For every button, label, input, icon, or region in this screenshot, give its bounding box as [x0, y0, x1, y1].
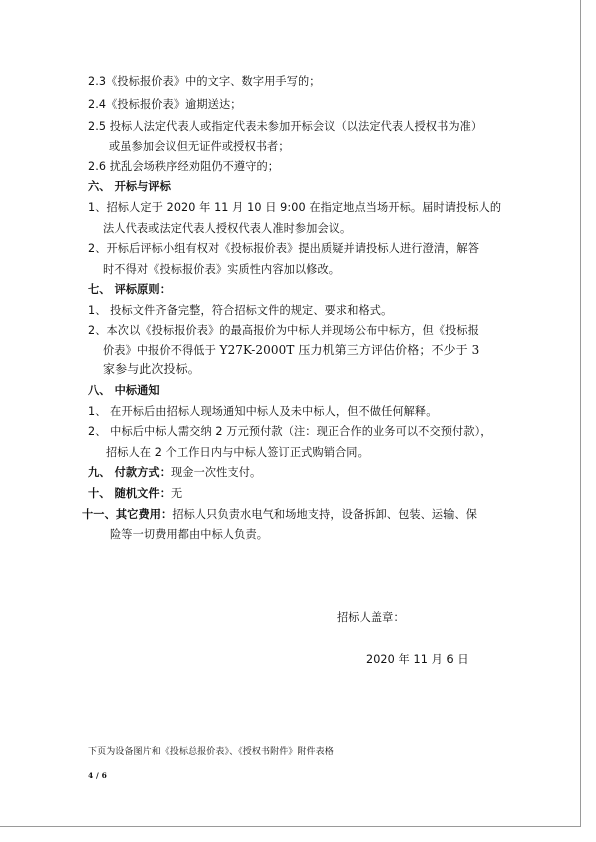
clause-2-5: 2.5 投标人法定代表人或指定代表未参加开标会议（以法定代表人授权书为准） [88, 120, 483, 133]
section-6-item-2: 2、开标后评标小组有权对《投标报价表》提出质疑并请投标人进行澄清，解答 [88, 242, 479, 255]
section-8-heading: 八、 中标通知 [88, 384, 160, 397]
section-8-item-1: 1、 在开标后由招标人现场通知中标人及未中标人，但不做任何解释。 [88, 405, 438, 418]
clause-2-5-cont: 或虽参加会议但无证件或授权书者； [109, 140, 290, 153]
page-number: 4 / 6 [88, 771, 107, 780]
section-8-item-2-cont: 招标人在 2 个工作日内与中标人签订正式购销合同。 [106, 446, 369, 459]
signature-date: 2020 年 11 月 6 日 [366, 653, 469, 666]
section-11-cont: 险等一切费用都由中标人负责。 [110, 528, 269, 541]
section-9 [88, 466, 261, 480]
section-11 [82, 508, 477, 522]
page-border-right [580, 0, 581, 826]
section-6-item-1: 1、招标人定于 2020 年 11 月 10 日 9:00 在指定地点当场开标。届时请投标人的 [88, 201, 502, 214]
section-9-text: 现金一次性支付。 [171, 466, 262, 479]
section-6-item-1-cont: 法人代表或法定代表人授权代表人准时参加会议。 [103, 222, 352, 235]
section-10-heading: 十、 随机文件： [88, 487, 172, 500]
section-7-item-1: 1、 投标文件齐备完整，符合招标文件的规定、要求和格式。 [88, 304, 393, 317]
clause-2-4: 2.4《投标报价表》逾期送达； [88, 98, 242, 111]
clause-2-6: 2.6 扰乱会场秩序经劝阻仍不遵守的； [88, 160, 280, 173]
section-7-item-2-cont-2: 家参与此次投标。 [103, 362, 200, 376]
section-7-item-2: 2、本次以《投标报价表》的最高报价为中标人并现场公布中标方，但《投标报 [88, 324, 479, 337]
page-border-bottom [0, 826, 581, 827]
footer-note: 下页为设备图片和《投标总报价表》、《授权书附件》附件表格 [88, 747, 334, 757]
section-7-item-2-cont-b: Y27K-2000T 压力机第三方评估价格；不少于 3 [219, 343, 480, 357]
section-7-item-2-cont-a: 价表》中报价不得低于 [103, 344, 220, 357]
section-11-heading: 十一、其它费用： [82, 508, 173, 521]
section-6-item-2-cont: 时不得对《投标报价表》实质性内容加以修改。 [103, 263, 341, 276]
section-7-item-2-cont [103, 343, 479, 358]
section-10 [88, 487, 182, 501]
section-10-text: 无 [171, 487, 183, 500]
section-7-heading: 七、 评标原则： [88, 283, 172, 296]
section-9-heading: 九、 付款方式： [88, 466, 172, 479]
section-11-text: 招标人只负责水电气和场地支持，设备拆卸、包装、运输、保 [172, 508, 478, 521]
section-8-item-2: 2、 中标后中标人需交纳 2 万元预付款（注：现正合作的业务可以不交预付款）， [88, 425, 492, 438]
section-6-heading: 六、 开标与评标 [88, 180, 172, 193]
clause-2-3: 2.3《投标报价表》中的文字、数字用手写的； [88, 75, 321, 88]
signature-label: 招标人盖章： [337, 611, 405, 624]
